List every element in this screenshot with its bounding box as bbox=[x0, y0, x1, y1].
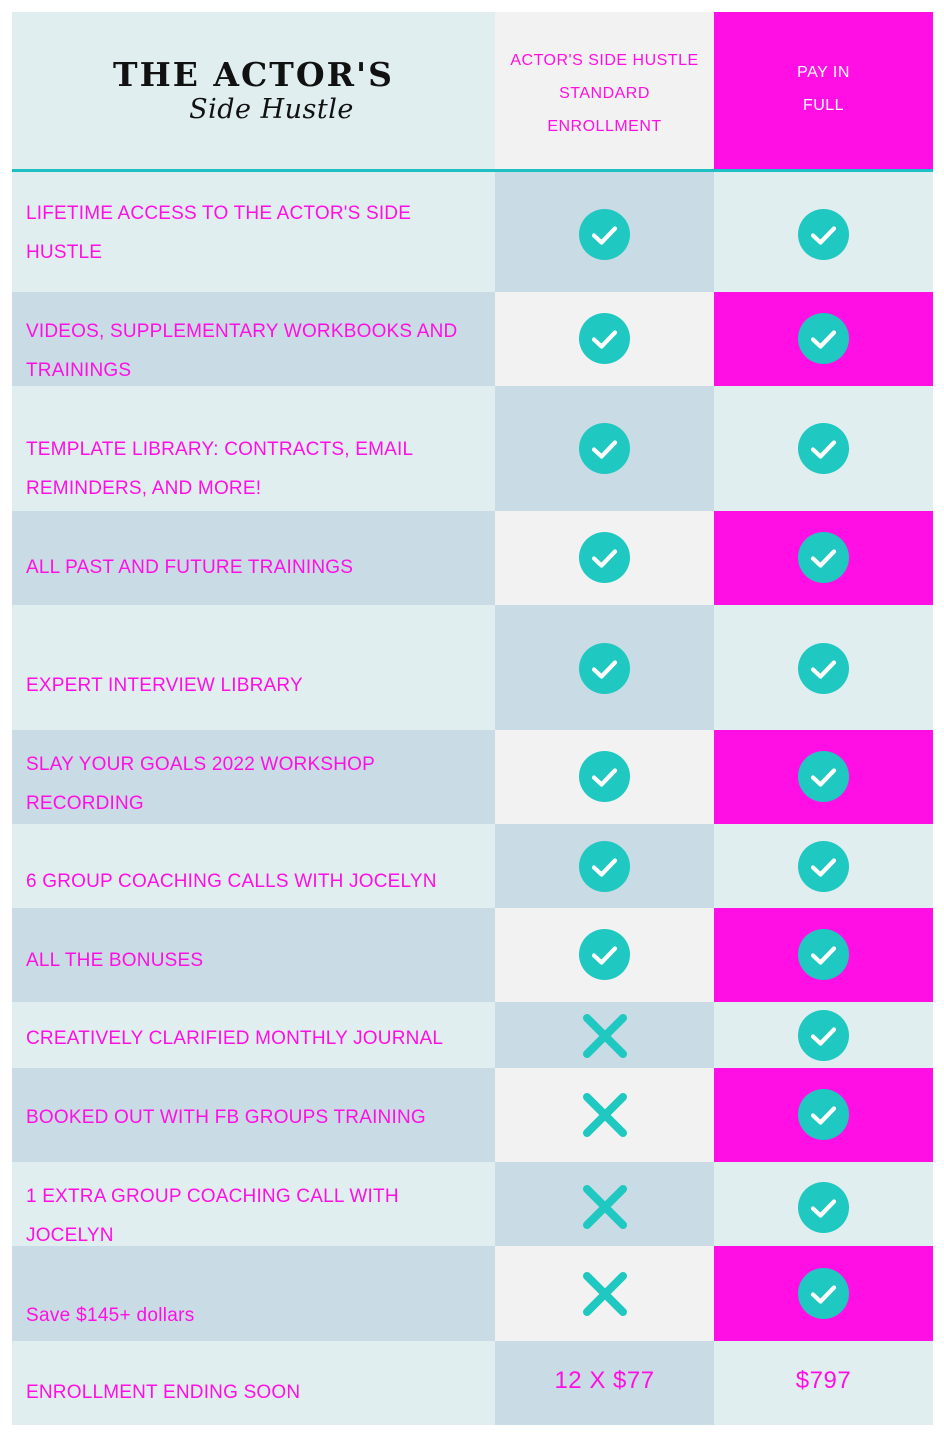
footer-label: ENROLLMENT ENDING SOON bbox=[26, 1382, 301, 1403]
feature-label: ALL THE BONUSES bbox=[26, 950, 204, 971]
feature-label: TEMPLATE LIBRARY: CONTRACTS, EMAIL REMINDERS, AND MORE! bbox=[26, 439, 413, 499]
standard-check-icon bbox=[579, 751, 630, 802]
feature-label: BOOKED OUT WITH FB GROUPS TRAINING bbox=[26, 1107, 426, 1128]
full-check-icon bbox=[798, 1182, 849, 1233]
feature-row bbox=[12, 1162, 933, 1246]
full-check-icon bbox=[798, 751, 849, 802]
brand-subtitle: Side Hustle bbox=[189, 94, 354, 125]
brand-cell bbox=[12, 12, 495, 169]
feature-label: EXPERT INTERVIEW LIBRARY bbox=[26, 675, 303, 696]
feature-row bbox=[12, 172, 933, 292]
feature-row bbox=[12, 511, 933, 605]
full-check-icon bbox=[798, 841, 849, 892]
full-check-icon bbox=[798, 313, 849, 364]
feature-label: 6 GROUP COACHING CALLS WITH JOCELYN bbox=[26, 871, 437, 892]
standard-cross-icon bbox=[582, 1184, 628, 1230]
feature-label: CREATIVELY CLARIFIED MONTHLY JOURNAL bbox=[26, 1028, 444, 1049]
standard-cross-icon bbox=[582, 1271, 628, 1317]
standard-check-icon bbox=[579, 423, 630, 474]
standard-check-icon bbox=[579, 643, 630, 694]
feature-row bbox=[12, 605, 933, 730]
feature-label: LIFETIME ACCESS TO THE ACTOR'S SIDE HUSTLE bbox=[26, 203, 412, 263]
standard-cross-icon bbox=[582, 1092, 628, 1138]
full-column-header bbox=[714, 12, 933, 169]
full-check-icon bbox=[798, 209, 849, 260]
full-check-icon bbox=[798, 929, 849, 980]
comparison-table bbox=[12, 12, 933, 1425]
standard-cross-icon bbox=[582, 1013, 628, 1059]
feature-label: SLAY YOUR GOALS 2022 WORKSHOP RECORDING bbox=[26, 754, 375, 814]
full-check-icon bbox=[798, 532, 849, 583]
feature-label: Save $145+ dollars bbox=[26, 1305, 195, 1326]
full-column-title bbox=[714, 56, 933, 122]
full-column-title-line: PAY IN bbox=[797, 64, 850, 81]
feature-row bbox=[12, 824, 933, 908]
feature-row bbox=[12, 1068, 933, 1162]
standard-check-icon bbox=[579, 929, 630, 980]
full-check-icon bbox=[798, 1089, 849, 1140]
full-check-icon bbox=[798, 643, 849, 694]
feature-label: 1 EXTRA GROUP COACHING CALL WITH JOCELYN bbox=[26, 1186, 399, 1246]
feature-row bbox=[12, 1246, 933, 1341]
feature-row bbox=[12, 386, 933, 511]
full-column-title-line: FULL bbox=[802, 97, 845, 114]
feature-label: ALL PAST AND FUTURE TRAININGS bbox=[26, 557, 354, 578]
full-price: $797 bbox=[795, 1367, 852, 1394]
brand-title: THE ACTOR'S bbox=[113, 55, 394, 94]
standard-check-icon bbox=[579, 841, 630, 892]
header-row bbox=[12, 12, 933, 169]
standard-column-title-line: STANDARD bbox=[559, 85, 650, 102]
footer-row bbox=[12, 1341, 933, 1425]
standard-check-icon bbox=[579, 209, 630, 260]
full-check-icon bbox=[798, 1268, 849, 1319]
feature-row bbox=[12, 1002, 933, 1068]
standard-check-icon bbox=[579, 532, 630, 583]
full-check-icon bbox=[798, 423, 849, 474]
feature-row bbox=[12, 730, 933, 824]
feature-label: VIDEOS, SUPPLEMENTARY WORKBOOKS AND TRAININGS bbox=[26, 321, 458, 381]
standard-column-title-line: ACTOR'S SIDE HUSTLE bbox=[510, 52, 699, 69]
standard-column-title bbox=[495, 44, 714, 143]
standard-price: 12 X $77 bbox=[554, 1367, 655, 1394]
standard-column-title-line: ENROLLMENT bbox=[547, 118, 662, 135]
feature-row bbox=[12, 908, 933, 1002]
standard-check-icon bbox=[579, 313, 630, 364]
feature-row bbox=[12, 292, 933, 386]
full-check-icon bbox=[798, 1010, 849, 1061]
standard-column-header bbox=[495, 12, 714, 169]
